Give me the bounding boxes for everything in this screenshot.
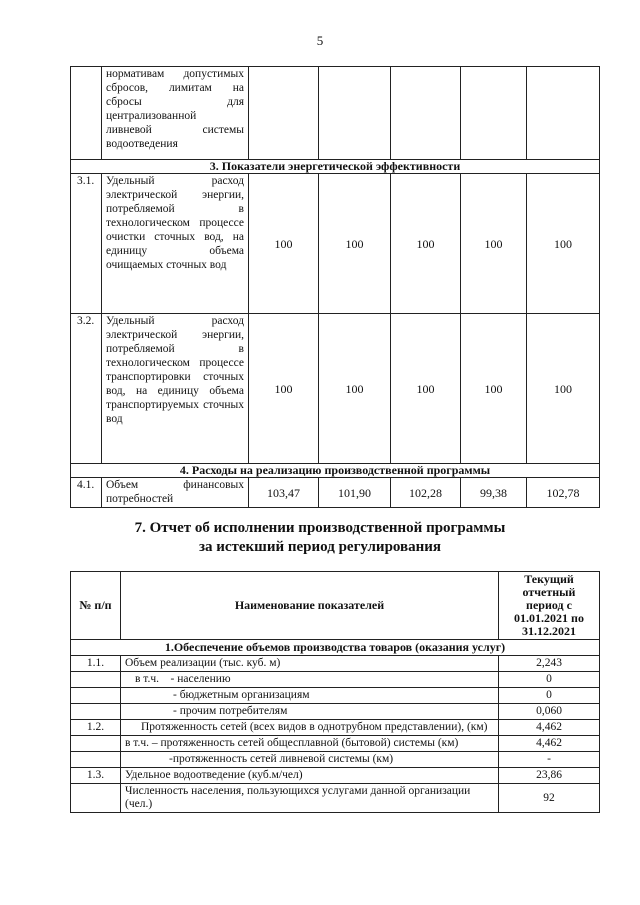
indicator-name: Удельный расход электрической энергии, потребляемой в технологическом процессе транспортировки сточных вод, на единицу объема транспортируемых сточных вод <box>102 314 249 464</box>
indicator-name: Удельный расход электрической энергии, потребляемой в технологическом процессе очистки сточных вод, на единицу объема очищаемых сточных вод <box>102 174 249 314</box>
row-number <box>71 752 121 768</box>
section-title: 1.Обеспечение объемов производства товаров (оказания услуг) <box>71 640 600 656</box>
indicator-name: Удельное водоотведение (куб.м/чел) <box>121 768 499 784</box>
value-cell: 102,78 <box>527 478 600 508</box>
row-number: 3.2. <box>71 314 102 464</box>
table-row <box>71 736 600 752</box>
value-cell: 4,462 <box>499 736 600 752</box>
row-number: 1.1. <box>71 656 121 672</box>
section-row <box>71 464 600 478</box>
report-table <box>70 571 600 813</box>
header-num: № п/п <box>71 572 121 640</box>
report-heading-line2: за истекший период регулирования <box>198 539 442 555</box>
row-number <box>71 672 121 688</box>
table-row <box>71 688 600 704</box>
value-cell: 103,47 <box>249 478 319 508</box>
value-cell: 92 <box>499 784 600 813</box>
value-cell: 100 <box>319 314 391 464</box>
value-cell: 100 <box>461 314 527 464</box>
value-cell: 100 <box>249 174 319 314</box>
table-row <box>71 720 600 736</box>
value-cell: 102,28 <box>391 478 461 508</box>
indicator-name: -протяженность сетей ливневой системы (км) <box>121 752 499 768</box>
row-number: 1.3. <box>71 768 121 784</box>
indicator-name: Численность населения, пользующихся услугами данной организации (чел.) <box>121 784 499 813</box>
value-cell: 100 <box>391 314 461 464</box>
indicator-name: Объем финансовых потребностей <box>102 478 249 508</box>
value-cell: 100 <box>527 314 600 464</box>
row-number <box>71 704 121 720</box>
header-name: Наименование показателей <box>121 572 499 640</box>
header-row <box>71 572 600 640</box>
indicator-name: Протяженность сетей (всех видов в однотрубном представлении), (км) <box>121 720 499 736</box>
report-heading-line1: 7. Отчет об исполнении производственной программы <box>134 520 506 536</box>
row-number <box>71 784 121 813</box>
indicator-name: Объем реализации (тыс. куб. м) <box>121 656 499 672</box>
row-number <box>71 736 121 752</box>
header-period: Текущий отчетный период с 01.01.2021 по 31.12.2021 <box>499 572 600 640</box>
value-cell: 2,243 <box>499 656 600 672</box>
page-number: 5 <box>316 33 324 48</box>
indicators-table-continued <box>70 66 600 508</box>
section-title: 4. Расходы на реализацию производственной программы <box>71 464 600 478</box>
table-row <box>71 768 600 784</box>
row-number <box>71 688 121 704</box>
table-row <box>71 704 600 720</box>
value-cell: 0,060 <box>499 704 600 720</box>
row-number: 1.2. <box>71 720 121 736</box>
section-title: 3. Показатели энергетической эффективности <box>71 160 600 174</box>
value-cell: 100 <box>527 174 600 314</box>
table-row <box>71 314 600 464</box>
table-row <box>71 174 600 314</box>
value-cell: 23,86 <box>499 768 600 784</box>
value-cell: 100 <box>391 174 461 314</box>
value-cell: 99,38 <box>461 478 527 508</box>
row-number: 4.1. <box>71 478 102 508</box>
indicator-name: - бюджетным организациям <box>121 688 499 704</box>
value-cell: 100 <box>461 174 527 314</box>
row-number: 3.1. <box>71 174 102 314</box>
value-cell: 100 <box>249 314 319 464</box>
value-cell: 0 <box>499 688 600 704</box>
value-cell: 0 <box>499 672 600 688</box>
value-cell: - <box>499 752 600 768</box>
section-row <box>71 640 600 656</box>
table-row <box>71 67 600 160</box>
value-cell: 101,90 <box>319 478 391 508</box>
table-row <box>71 752 600 768</box>
continuation-text: нормативам допустимых сбросов, лимитам на сбросы для централизованной ливневой системы водоотведения <box>102 67 249 160</box>
indicator-name: в т.ч. - населению <box>121 672 499 688</box>
table-row <box>71 656 600 672</box>
value-cell: 100 <box>319 174 391 314</box>
table-row <box>71 784 600 813</box>
section-row <box>71 160 600 174</box>
value-cell: 4,462 <box>499 720 600 736</box>
row-number-cell <box>71 67 102 160</box>
indicator-name: - прочим потребителям <box>121 704 499 720</box>
table-row <box>71 478 600 508</box>
indicator-name: в т.ч. – протяженность сетей общесплавной (бытовой) системы (км) <box>121 736 499 752</box>
table-row <box>71 672 600 688</box>
